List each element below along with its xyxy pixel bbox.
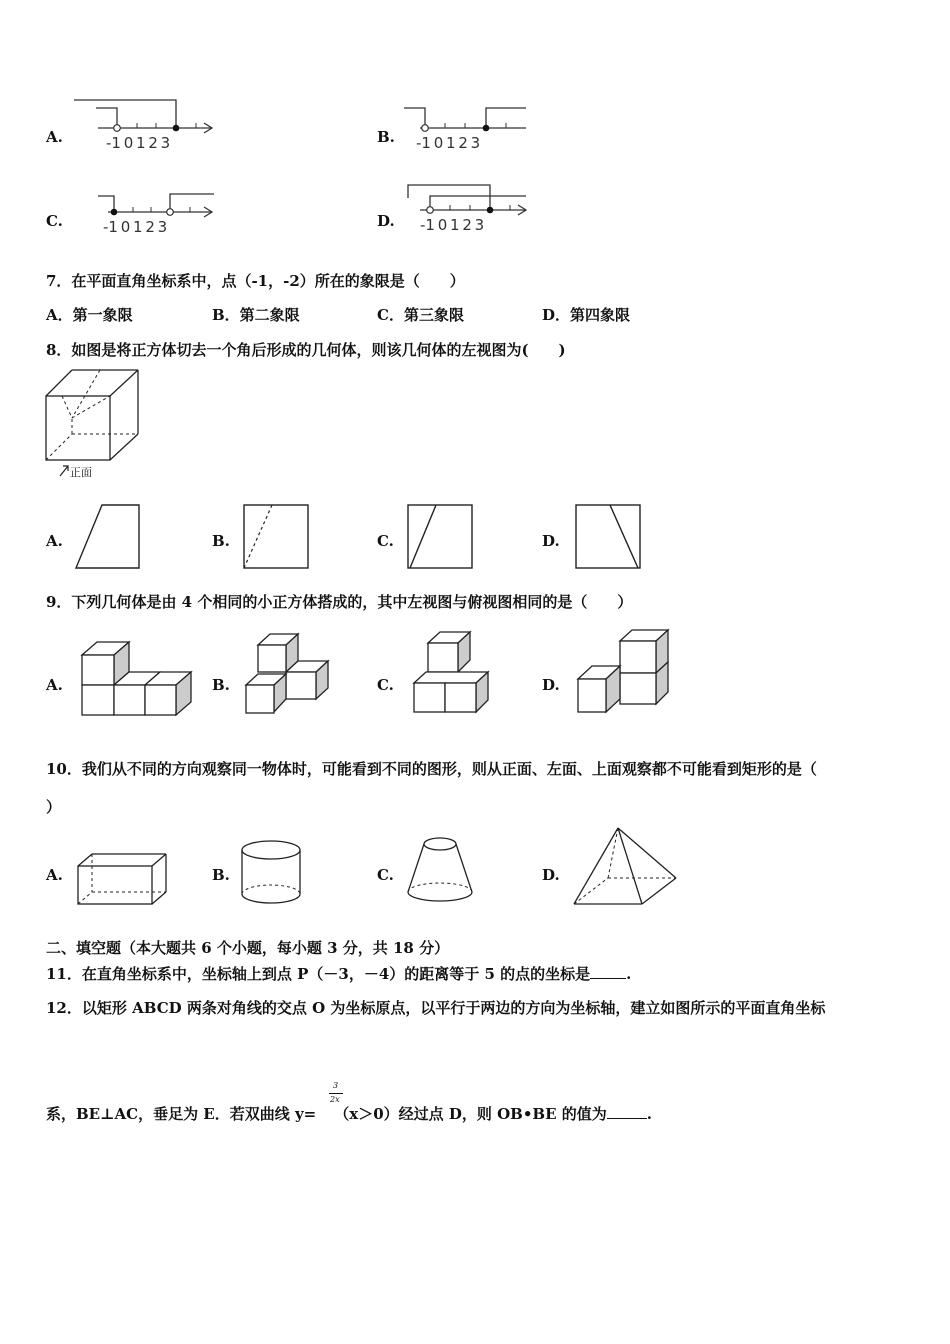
q7-stem: 7．在平面直角坐标系中，点（-1，-2）所在的象限是（ ） (46, 272, 465, 290)
q12-line2-suffix: （x＞0）经过点 D，则 OB•BE 的值为 (334, 1105, 607, 1123)
q12-line2-prefix: 系，BE⊥AC，垂足为 E．若双曲线 y= (46, 1105, 317, 1123)
q6-ticks-c: -1 0 1 2 3 (103, 218, 168, 236)
q9-stem: 9．下列几何体是由 4 个相同的小正方体搭成的，其中左视图与俯视图相同的是（ ） (46, 593, 633, 611)
q7-option-d: D．第四象限 (542, 306, 631, 324)
q9-option-a-figure[interactable] (78, 640, 198, 720)
q8-stem: 8．如图是将正方体切去一个角后形成的几何体，则该几何体的左视图为( ) (46, 341, 566, 359)
q10-option-a-cuboid[interactable] (74, 850, 170, 910)
q9-option-c-figure[interactable] (410, 630, 500, 718)
q10-option-c-label: C. (377, 866, 394, 884)
q6-option-d-label: D. (377, 212, 395, 230)
q12-fraction-bar (329, 1093, 343, 1094)
q6-option-b-label: B. (377, 128, 395, 146)
q9-option-b-figure[interactable] (244, 632, 334, 718)
q9-option-b-label: B. (212, 676, 230, 694)
q12-stem-line1: 12．以矩形 ABCD 两条对角线的交点 O 为坐标原点，以平行于两边的方向为坐标轴，建立如图所示的平面直角坐标 (46, 999, 826, 1017)
section2-heading: 二、填空题（本大题共 6 个小题，每小题 3 分，共 18 分） (46, 939, 450, 957)
q6-ticks-d: -1 0 1 2 3 (420, 216, 485, 234)
q11-answer-blank[interactable] (590, 966, 626, 979)
q8-option-d-figure[interactable] (572, 502, 644, 572)
q8-front-label: 正面 (70, 466, 92, 479)
q6-number-line-a (70, 96, 220, 152)
q10-option-d-label: D. (542, 866, 560, 884)
q10-option-b-label: B. (212, 866, 230, 884)
q10-stem-line2: ） (46, 798, 62, 816)
q8-option-b-label: B. (212, 532, 230, 550)
q8-option-a-label: A. (46, 532, 63, 550)
q10-option-a-label: A. (46, 866, 63, 884)
q11-end: . (626, 965, 632, 983)
q9-option-d-figure[interactable] (574, 628, 674, 718)
q6-number-line-d (400, 180, 550, 238)
q6-number-line-c (70, 188, 220, 238)
q7-option-c: C．第三象限 (377, 306, 464, 324)
q8-option-d-label: D. (542, 532, 560, 550)
q9-option-d-label: D. (542, 676, 560, 694)
q6-ticks-a: -1 0 1 2 3 (106, 134, 171, 152)
q10-option-b-cylinder[interactable] (238, 838, 306, 910)
q7-option-b: B．第二象限 (212, 306, 300, 324)
q8-option-b-figure[interactable] (240, 502, 312, 572)
q6-option-a-label: A. (46, 128, 63, 146)
q6-number-line-b (400, 100, 550, 152)
q6-option-c-label: C. (46, 212, 63, 230)
q11-stem-text: 11．在直角坐标系中，坐标轴上到点 P（－3，－4）的距离等于 5 的点的坐标是 (46, 965, 591, 983)
q8-option-a-figure[interactable] (72, 502, 144, 572)
q12-answer-blank[interactable] (607, 1106, 647, 1119)
q10-option-c-frustum[interactable] (404, 834, 476, 908)
q6-ticks-b: -1 0 1 2 3 (416, 134, 481, 152)
q7-option-a: A．第一象限 (46, 306, 133, 324)
q9-option-a-label: A. (46, 676, 63, 694)
q12-fraction-denominator: 2x (330, 1095, 340, 1104)
q10-stem-line1: 10．我们从不同的方向观察同一物体时，可能看到不同的图形，则从正面、左面、上面观察都不可能看到矩形的是（ (46, 760, 817, 778)
q8-option-c-label: C. (377, 532, 394, 550)
q12-fraction-numerator: 3 (333, 1081, 339, 1090)
q8-cut-cube-figure (40, 366, 150, 482)
q10-option-d-pyramid[interactable] (570, 824, 682, 912)
q9-option-c-label: C. (377, 676, 394, 694)
q8-option-c-figure[interactable] (404, 502, 476, 572)
q12-end: . (646, 1105, 652, 1123)
q12-stem-line2 (46, 1103, 652, 1124)
q11-stem (46, 963, 631, 984)
